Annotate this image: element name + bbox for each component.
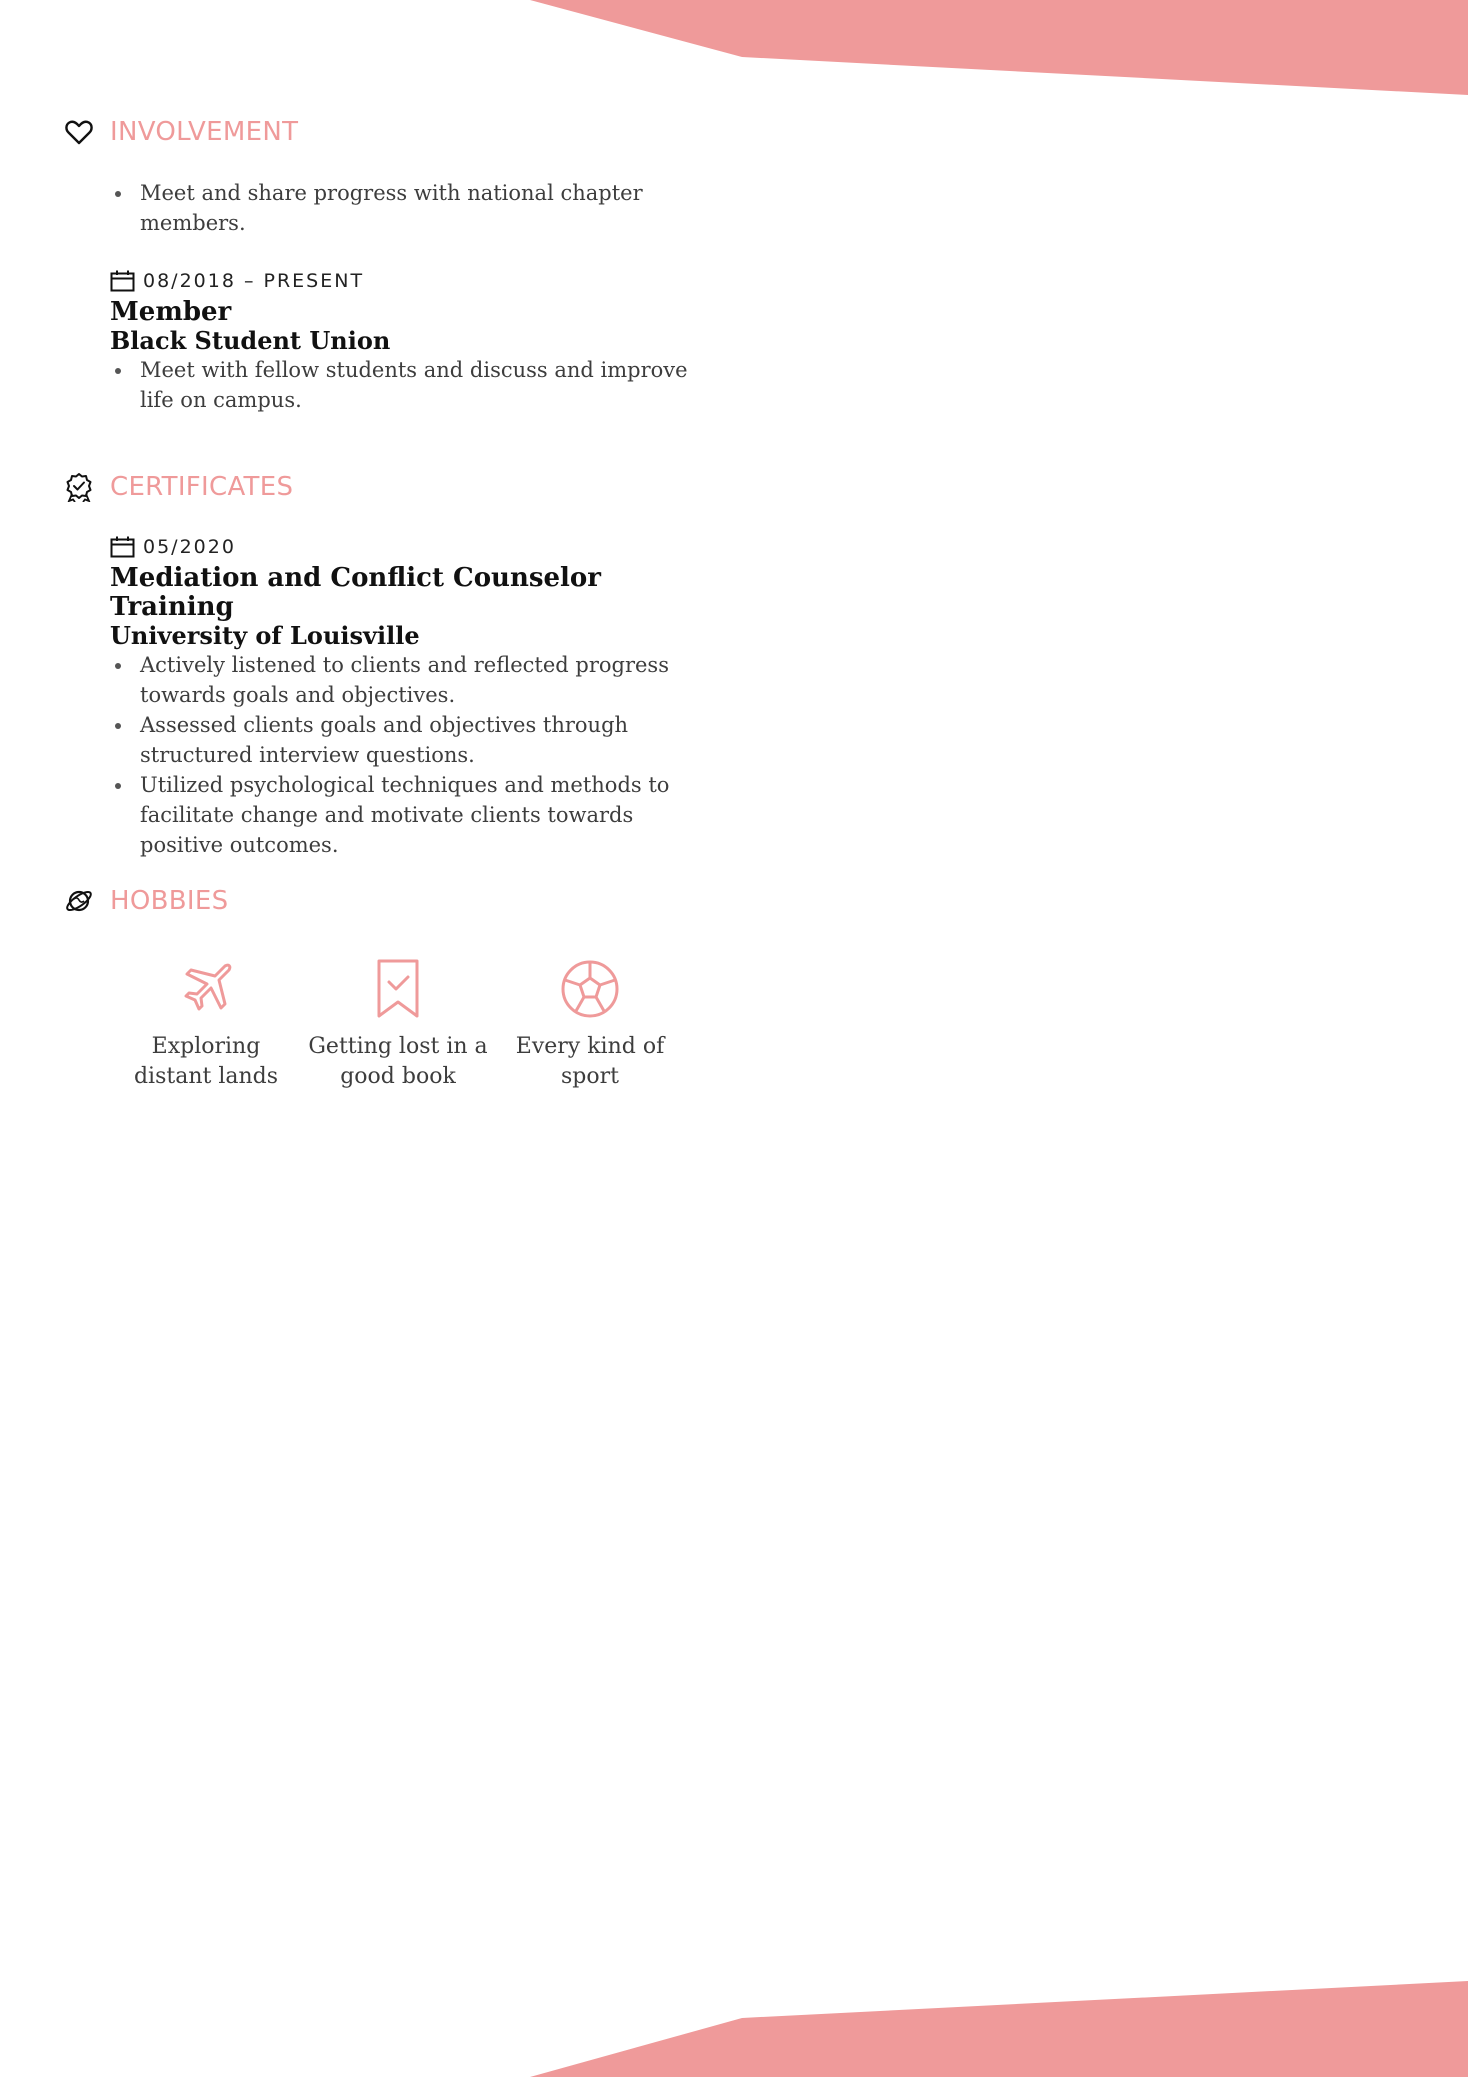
entry-date — [110, 268, 690, 294]
list-item: Meet and share progress with national chapter members. — [140, 178, 690, 238]
list-item: Meet with fellow students and discuss and improve life on campus. — [140, 355, 690, 415]
involvement-title: INVOLVEMENT — [110, 117, 299, 147]
entry-title: Mediation and Conflict Counselor Training — [110, 563, 601, 622]
hobbies-section-header — [64, 881, 228, 921]
hobby-item — [110, 958, 302, 1092]
entry-organization: Black Student Union — [110, 326, 391, 355]
certificates-section-header — [64, 467, 293, 507]
list-item: Utilized psychological techniques and methods to facilitate change and motivate clients towards positive outcomes. — [140, 770, 690, 860]
hobbies-list — [110, 958, 690, 1092]
hobbies-title: HOBBIES — [110, 886, 229, 916]
planet-icon — [64, 886, 94, 916]
hobby-item — [494, 958, 686, 1092]
entry-date — [110, 534, 690, 560]
calendar-icon — [110, 270, 135, 292]
list-item: Assessed clients goals and objectives through structured interview questions. — [140, 710, 690, 770]
hobby-label: Every kind of sport — [515, 1034, 665, 1089]
list-item: Actively listened to clients and reflected progress towards goals and objectives. — [140, 650, 690, 710]
entry-date-text: 08/2018 – PRESENT — [143, 270, 365, 292]
certificates-title: CERTIFICATES — [110, 472, 294, 502]
entry-organization: University of Louisville — [110, 621, 420, 650]
hobby-item — [302, 958, 494, 1092]
entry-date-text: 05/2020 — [143, 536, 236, 558]
hobby-label: Getting lost in a good book — [308, 1034, 488, 1089]
airplane-icon — [175, 958, 237, 1020]
entry-title: Member — [110, 297, 232, 327]
heart-icon — [64, 117, 94, 147]
involvement-section-header — [64, 112, 298, 152]
certificate-entry — [110, 534, 690, 860]
hobby-label: Exploring distant lands — [133, 1034, 279, 1089]
involvement-intro — [110, 178, 690, 238]
soccer-ball-icon — [559, 958, 621, 1020]
calendar-icon — [110, 536, 135, 558]
bookmark-icon — [367, 958, 429, 1020]
award-ribbon-icon — [64, 472, 94, 502]
involvement-entry — [110, 268, 690, 415]
